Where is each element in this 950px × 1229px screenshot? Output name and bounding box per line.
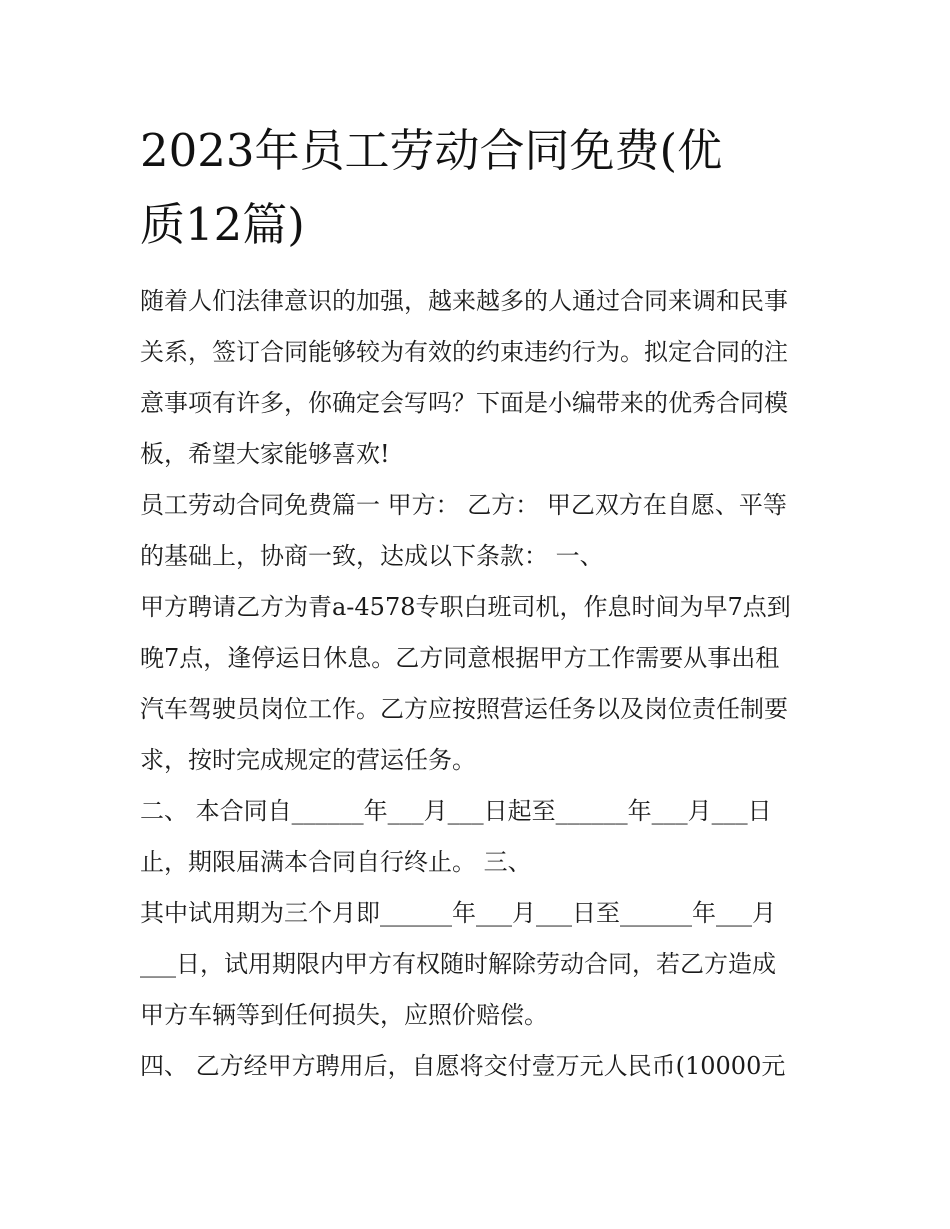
body-line: 随着人们法律意识的加强，越来越多的人通过合同来调和民事 xyxy=(140,287,788,315)
title-line: 质12篇) xyxy=(140,198,305,251)
body-line: 甲方车辆等到任何损失，应照价赔偿。 xyxy=(140,1001,548,1029)
body-line: 四、 乙方经甲方聘用后，自愿将交付壹万元人民币(10000元 xyxy=(140,1052,786,1080)
body-line: 晚7点，逢停运日休息。乙方同意根据甲方工作需要从事出租 xyxy=(140,644,780,672)
body-line: 关系，签订合同能够较为有效的约束违约行为。拟定合同的注 xyxy=(140,338,788,366)
body-line: 其中试用期为三个月即______年___月___日至______年___月 xyxy=(140,899,776,927)
document-body xyxy=(140,281,830,1097)
body-line: 汽车驾驶员岗位工作。乙方应按照营运任务以及岗位责任制要 xyxy=(140,695,788,723)
body-line: ___日，试用期限内甲方有权随时解除劳动合同，若乙方造成 xyxy=(140,950,776,978)
body-line: 的基础上，协商一致，达成以下条款： 一、 xyxy=(140,542,604,570)
body-line: 甲方聘请乙方为青a-4578专职白班司机，作息时间为早7点到 xyxy=(140,593,791,621)
body-line: 板，希望大家能够喜欢! xyxy=(140,440,390,468)
document-title xyxy=(140,114,820,262)
body-line: 员工劳动合同免费篇一 甲方： 乙方： 甲乙双方在自愿、平等 xyxy=(140,491,787,519)
body-line: 求，按时完成规定的营运任务。 xyxy=(140,746,476,774)
body-line: 止，期限届满本合同自行终止。 三、 xyxy=(140,848,532,876)
title-line: 2023年员工劳动合同免费(优 xyxy=(140,124,723,177)
body-line: 二、 本合同自______年___月___日起至______年___月___日 xyxy=(140,797,772,825)
body-line: 意事项有许多，你确定会写吗？下面是小编带来的优秀合同模 xyxy=(140,389,788,417)
